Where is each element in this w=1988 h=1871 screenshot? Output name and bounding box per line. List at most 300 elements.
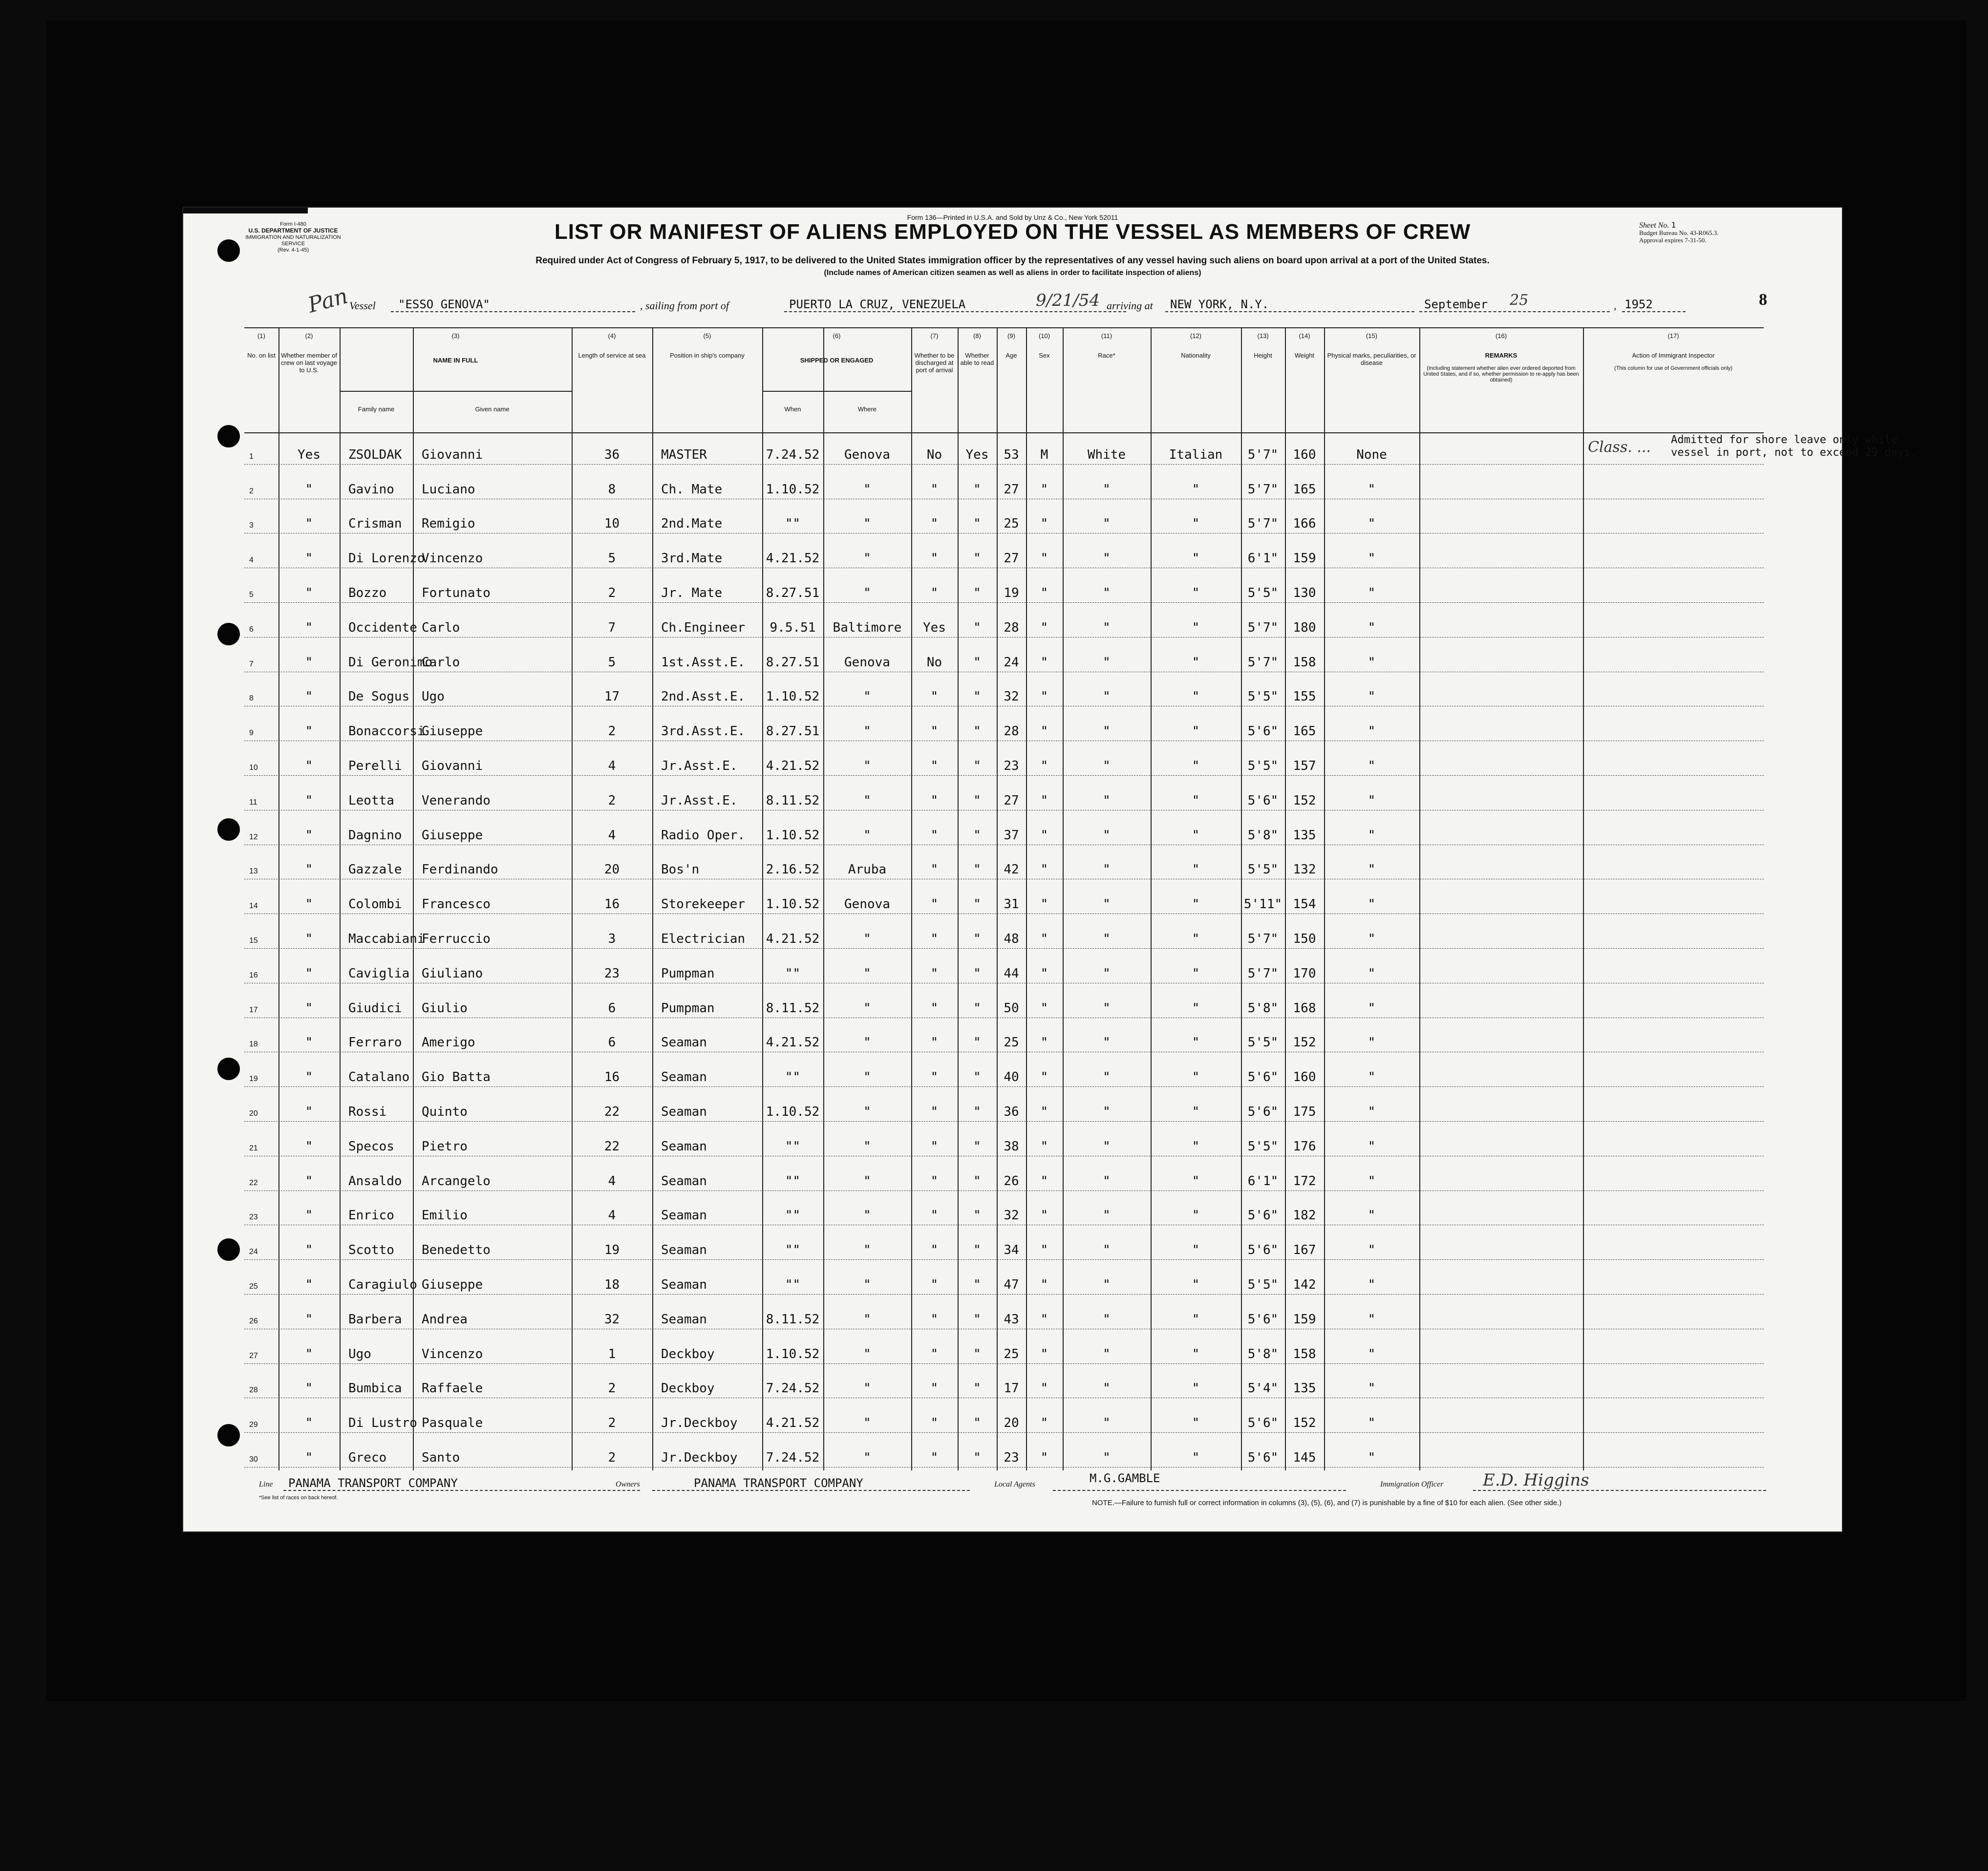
line-underline — [283, 1490, 640, 1491]
shipped-when-cell: 8.27.51 — [766, 655, 820, 670]
table-row — [244, 848, 1764, 882]
service-years-cell: 6 — [608, 1035, 616, 1050]
race-cell: " — [1103, 931, 1111, 946]
sailing-label: , sailing from port of — [640, 299, 729, 312]
family-name-cell: ZSOLDAK — [348, 447, 402, 462]
nationality-cell: " — [1192, 689, 1200, 704]
shipped-when-cell: 8.11.52 — [766, 1000, 820, 1016]
table-row — [244, 778, 1764, 813]
able-to-read-cell: " — [973, 1277, 981, 1292]
able-to-read-cell: " — [973, 724, 981, 739]
last-voyage-cell: " — [305, 1139, 313, 1154]
physical-marks-cell: " — [1368, 1277, 1376, 1292]
age-cell: 17 — [1004, 1381, 1019, 1396]
shipped-where-cell: Genova — [844, 897, 890, 912]
shipped-where-cell: " — [863, 793, 871, 808]
table-row — [244, 1297, 1764, 1332]
position-cell: Seaman — [661, 1277, 707, 1292]
sex-cell: " — [1040, 793, 1048, 808]
position-cell: Pumpman — [661, 966, 715, 981]
height-cell: 5'4" — [1247, 1381, 1279, 1396]
age-cell: 31 — [1004, 897, 1019, 912]
shipped-where-cell: " — [863, 1312, 871, 1327]
given-name-cell: Giuseppe — [422, 1277, 483, 1292]
given-name-cell: Giovanni — [422, 758, 483, 773]
column-number: (3) — [451, 332, 460, 340]
nationality-cell: " — [1192, 793, 1200, 808]
discharged-cell: " — [930, 1070, 939, 1085]
weight-cell: 152 — [1293, 1416, 1316, 1431]
race-cell: " — [1103, 1035, 1111, 1050]
height-cell: 5'5" — [1247, 585, 1279, 600]
sex-cell: " — [1040, 620, 1048, 635]
age-cell: 25 — [1004, 516, 1019, 532]
punch-hole — [217, 818, 240, 841]
sex-cell: " — [1040, 931, 1048, 946]
race-cell: " — [1103, 1450, 1111, 1465]
manifest-sheet — [183, 208, 1917, 1531]
sex-cell: " — [1040, 966, 1048, 981]
shipped-when-cell: 1.10.52 — [766, 689, 820, 704]
budget-bureau: Budget Bureau No. 43-R065.3. — [1639, 229, 1719, 236]
discharged-cell: " — [930, 482, 939, 497]
weight-cell: 166 — [1293, 516, 1316, 532]
shipped-when-cell: 8.27.51 — [766, 724, 820, 739]
position-cell: Ch.Engineer — [661, 620, 746, 635]
weight-cell: 170 — [1293, 966, 1316, 981]
column-number: (11) — [1101, 332, 1112, 340]
age-cell: 44 — [1004, 966, 1019, 981]
shipped-where-cell: " — [863, 966, 871, 981]
table-row — [244, 536, 1764, 571]
table-row — [244, 882, 1764, 916]
height-cell: 5'11" — [1243, 897, 1283, 912]
arrival-year: 1952 — [1625, 298, 1653, 311]
shipped-when-cell: 9.5.51 — [770, 620, 816, 635]
nationality-cell: " — [1192, 966, 1200, 981]
service-years-cell: 2 — [608, 724, 616, 739]
family-name-cell: Scotto — [348, 1243, 394, 1258]
race-cell: " — [1103, 724, 1111, 739]
nationality-cell: " — [1192, 516, 1200, 532]
given-name-cell: Fortunato — [422, 585, 491, 600]
physical-marks-cell: " — [1368, 1346, 1376, 1361]
service-years-cell: 8 — [608, 482, 616, 497]
row-number: 10 — [249, 763, 258, 772]
race-cell: " — [1103, 585, 1111, 600]
shipped-where-cell: " — [863, 1070, 871, 1085]
shipped-when-cell: 4.21.52 — [766, 758, 820, 773]
nationality-cell: " — [1192, 1277, 1200, 1292]
able-to-read-cell: " — [973, 1070, 981, 1085]
given-name-cell: Giuseppe — [422, 724, 483, 739]
shipped-when-cell: 1.10.52 — [766, 482, 820, 497]
row-number: 29 — [249, 1421, 258, 1429]
include-names-note: (Include names of American citizen seamen as well as aliens in order to facilitate inspection of aliens) — [824, 269, 1201, 277]
given-name-cell: Carlo — [422, 655, 460, 670]
officer-signature: E.D. Higgins — [1483, 1470, 1589, 1490]
height-cell: 5'7" — [1247, 447, 1279, 462]
family-name-cell: Maccabiani — [348, 931, 425, 946]
physical-marks-cell: " — [1368, 1070, 1376, 1085]
position-cell: Jr.Asst.E. — [661, 793, 738, 808]
remarks-handwriting: Class. ... — [1588, 439, 1651, 456]
able-to-read-cell: " — [973, 655, 981, 670]
age-cell: 47 — [1004, 1277, 1019, 1292]
service-years-cell: 1 — [608, 1346, 616, 1361]
weight-cell: 152 — [1293, 793, 1316, 808]
last-voyage-cell: " — [305, 620, 313, 635]
row-number: 23 — [249, 1213, 258, 1222]
position-cell: Seaman — [661, 1243, 707, 1258]
position-cell: Seaman — [661, 1173, 707, 1189]
family-name-cell: Di Lorenzo — [348, 551, 425, 566]
shipped-where-cell: " — [863, 1277, 871, 1292]
revision: (Rev. 4-1-45) — [278, 247, 309, 253]
last-voyage-cell: " — [305, 828, 313, 843]
race-cell: " — [1103, 516, 1111, 532]
last-voyage-cell: Yes — [298, 447, 321, 462]
shipped-where-cell: " — [863, 1416, 871, 1431]
age-cell: 36 — [1004, 1104, 1019, 1119]
fine-note: NOTE.—Failure to furnish full or correct information in columns (3), (5), (6), and (7) is punishable by a fine of $10 for each alien. (See other side.) — [1092, 1499, 1562, 1507]
last-voyage-cell: " — [305, 793, 313, 808]
column-number: (9) — [1007, 332, 1015, 340]
physical-marks-cell: " — [1368, 1416, 1376, 1431]
family-name-cell: Rossi — [348, 1104, 387, 1119]
family-name-cell: Colombi — [348, 897, 402, 912]
discharged-cell: " — [930, 931, 939, 946]
nationality-cell: " — [1192, 897, 1200, 912]
family-name-cell: Greco — [348, 1450, 387, 1465]
table-row — [244, 1124, 1764, 1159]
shipped-when-cell: 7.24.52 — [766, 1381, 820, 1396]
shipped-when-cell: 1.10.52 — [766, 1346, 820, 1361]
row-number: 19 — [249, 1075, 258, 1084]
family-name-cell: Dagnino — [348, 828, 402, 843]
column-header: REMARKS — [1485, 352, 1518, 359]
table-row — [244, 1435, 1764, 1470]
table-row — [244, 1262, 1764, 1297]
row-number: 18 — [249, 1040, 258, 1049]
nationality-cell: " — [1192, 620, 1200, 635]
weight-cell: 150 — [1293, 931, 1316, 946]
row-number: 26 — [249, 1317, 258, 1325]
sheet-tear — [183, 208, 308, 213]
service-years-cell: 22 — [604, 1139, 620, 1154]
physical-marks-cell: " — [1368, 862, 1376, 877]
table-row — [244, 916, 1764, 951]
physical-marks-cell: " — [1368, 689, 1376, 704]
table-row — [244, 1021, 1764, 1055]
column-number: (10) — [1038, 332, 1050, 340]
row-number: 30 — [249, 1455, 258, 1464]
age-cell: 32 — [1004, 1208, 1019, 1223]
height-cell: 5'6" — [1247, 1070, 1279, 1085]
weight-cell: 152 — [1293, 1035, 1316, 1050]
physical-marks-cell: " — [1368, 897, 1376, 912]
age-cell: 53 — [1004, 447, 1019, 462]
sex-cell: " — [1040, 1346, 1048, 1361]
weight-cell: 154 — [1293, 897, 1316, 912]
nationality-cell: " — [1192, 585, 1200, 600]
last-voyage-cell: " — [305, 585, 313, 600]
race-cell: " — [1103, 758, 1111, 773]
sex-cell: " — [1040, 1277, 1048, 1292]
column-subheader: Family name — [358, 405, 395, 413]
column-header: Physical marks, peculiarities, or disease — [1327, 352, 1416, 366]
shipped-where-cell: " — [863, 1000, 871, 1016]
punch-hole — [217, 1058, 240, 1080]
weight-cell: 132 — [1293, 862, 1316, 877]
shipped-when-cell: "" — [785, 1173, 801, 1189]
punch-hole — [217, 1238, 240, 1261]
sex-cell: " — [1040, 1000, 1048, 1016]
physical-marks-cell: " — [1368, 551, 1376, 566]
column-number: (1) — [257, 332, 265, 340]
print-line: Form 136—Printed in U.S.A. and Sold by Unz & Co., New York 52011 — [907, 213, 1118, 221]
given-name-cell: Ferruccio — [422, 931, 491, 946]
last-voyage-cell: " — [305, 758, 313, 773]
age-cell: 40 — [1004, 1070, 1019, 1085]
column-number: (12) — [1190, 332, 1202, 340]
age-cell: 32 — [1004, 689, 1019, 704]
height-cell: 5'6" — [1247, 793, 1279, 808]
remarks-typed-note: Admitted for shore leave only while vessel in port, not to exceed 29 days. — [1671, 434, 1917, 459]
discharged-cell: " — [930, 1000, 939, 1016]
shipped-where-cell: " — [863, 1139, 871, 1154]
last-voyage-cell: " — [305, 1243, 313, 1258]
shipped-when-cell: 1.10.52 — [766, 1104, 820, 1119]
race-cell: " — [1103, 966, 1111, 981]
weight-cell: 182 — [1293, 1208, 1316, 1223]
column-header: NAME IN FULL — [433, 357, 478, 364]
sailing-port: PUERTO LA CRUZ, VENEZUELA — [789, 298, 966, 311]
height-cell: 5'5" — [1247, 862, 1279, 877]
physical-marks-cell: " — [1368, 1243, 1376, 1258]
family-name-cell: Gavino — [348, 482, 394, 497]
last-voyage-cell: " — [305, 724, 313, 739]
height-cell: 5'6" — [1247, 1243, 1279, 1258]
weight-cell: 135 — [1293, 828, 1316, 843]
owners-label: Owners — [616, 1480, 640, 1488]
given-name-cell: Raffaele — [422, 1381, 483, 1396]
date-underline — [1419, 311, 1610, 312]
able-to-read-cell: " — [973, 1416, 981, 1431]
last-voyage-cell: " — [305, 655, 313, 670]
last-voyage-cell: " — [305, 689, 313, 704]
weight-cell: 165 — [1293, 482, 1316, 497]
last-voyage-cell: " — [305, 1173, 313, 1189]
given-name-cell: Luciano — [422, 482, 475, 497]
height-cell: 5'6" — [1247, 1208, 1279, 1223]
shipped-where-cell: " — [863, 1104, 871, 1119]
able-to-read-cell: " — [973, 1450, 981, 1465]
table-row — [244, 432, 1764, 467]
discharged-cell: " — [930, 862, 939, 877]
table-row — [244, 986, 1764, 1021]
sex-cell: " — [1040, 1416, 1048, 1431]
position-cell: Jr. Mate — [661, 585, 723, 600]
age-cell: 28 — [1004, 724, 1019, 739]
sheet-info — [1639, 221, 1761, 244]
discharged-cell: " — [930, 1416, 939, 1431]
service-years-cell: 2 — [608, 793, 616, 808]
shipped-when-cell: 8.27.51 — [766, 585, 820, 600]
height-cell: 5'6" — [1247, 1104, 1279, 1119]
nationality-cell: " — [1192, 828, 1200, 843]
comma: , — [1614, 299, 1617, 312]
age-cell: 43 — [1004, 1312, 1019, 1327]
given-name-cell: Venerando — [422, 793, 491, 808]
weight-cell: 167 — [1293, 1243, 1316, 1258]
row-number: 22 — [249, 1178, 258, 1187]
weight-cell: 165 — [1293, 724, 1316, 739]
vessel-line — [183, 291, 1842, 315]
column-header: Race* — [1098, 352, 1115, 359]
race-cell: " — [1103, 793, 1111, 808]
nationality-cell: " — [1192, 1243, 1200, 1258]
position-cell: Seaman — [661, 1035, 707, 1050]
discharged-cell: " — [930, 1243, 939, 1258]
height-cell: 5'7" — [1247, 931, 1279, 946]
discharged-cell: " — [930, 1139, 939, 1154]
physical-marks-cell: " — [1368, 620, 1376, 635]
family-name-cell: Caragiulo — [348, 1277, 417, 1292]
race-cell: " — [1103, 620, 1111, 635]
able-to-read-cell: " — [973, 1208, 981, 1223]
column-number: (13) — [1257, 332, 1269, 340]
column-subheader: (This column for use of Government officials only) — [1614, 365, 1732, 371]
service-years-cell: 16 — [604, 897, 620, 912]
family-name-cell: Bozzo — [348, 585, 387, 600]
agents-value: M.G.GAMBLE — [1090, 1471, 1160, 1485]
able-to-read-cell: " — [973, 620, 981, 635]
given-name-cell: Quinto — [422, 1104, 468, 1119]
family-name-cell: Catalano — [348, 1070, 410, 1085]
sex-cell: " — [1040, 1312, 1048, 1327]
physical-marks-cell: " — [1368, 1139, 1376, 1154]
service-years-cell: 3 — [608, 931, 616, 946]
age-cell: 27 — [1004, 482, 1019, 497]
position-cell: Storekeeper — [661, 897, 746, 912]
height-cell: 5'8" — [1247, 1000, 1279, 1016]
column-subheader: (Including statement whether alien ever ordered deported from United States, and if so, whether permission to re-apply has been obtained) — [1423, 365, 1579, 383]
physical-marks-cell: " — [1368, 1381, 1376, 1396]
age-cell: 27 — [1004, 551, 1019, 566]
discharged-cell: " — [930, 1381, 939, 1396]
height-cell: 5'7" — [1247, 655, 1279, 670]
shipped-when-cell: 8.11.52 — [766, 1312, 820, 1327]
nationality-cell: " — [1192, 1208, 1200, 1223]
height-cell: 6'1" — [1247, 551, 1279, 566]
physical-marks-cell: " — [1368, 1104, 1376, 1119]
race-cell: " — [1103, 828, 1111, 843]
physical-marks-cell: " — [1368, 655, 1376, 670]
weight-cell: 159 — [1293, 551, 1316, 566]
family-name-cell: Ansaldo — [348, 1173, 402, 1189]
given-name-cell: Andrea — [422, 1312, 468, 1327]
family-name-cell: Caviglia — [348, 966, 410, 981]
shipped-where-cell: " — [863, 1243, 871, 1258]
page-number: 8 — [1759, 291, 1767, 309]
row-number: 16 — [249, 971, 258, 979]
last-voyage-cell: " — [305, 1312, 313, 1327]
family-name-cell: Perelli — [348, 758, 402, 773]
service: IMMIGRATION AND NATURALIZATION SERVICE — [245, 234, 341, 247]
height-cell: 5'8" — [1247, 1346, 1279, 1361]
table-row — [244, 744, 1764, 778]
service-years-cell: 5 — [608, 551, 616, 566]
height-cell: 5'5" — [1247, 689, 1279, 704]
shipped-where-cell: " — [863, 828, 871, 843]
weight-cell: 157 — [1293, 758, 1316, 773]
approval-expiry: Approval expires 7-31-50. — [1639, 236, 1707, 244]
given-name-cell: Ugo — [422, 689, 445, 704]
family-name-cell: De Sogus — [348, 689, 410, 704]
nationality-cell: " — [1192, 482, 1200, 497]
shipped-where-cell: Baltimore — [833, 620, 902, 635]
age-cell: 25 — [1004, 1346, 1019, 1361]
arriving-port: NEW YORK, N.Y. — [1170, 298, 1269, 311]
vessel-underline — [391, 311, 635, 312]
service-years-cell: 4 — [608, 1208, 616, 1223]
shipped-where-cell: " — [863, 1208, 871, 1223]
shipped-where-cell: Genova — [844, 655, 890, 670]
given-name-cell: Gio Batta — [422, 1070, 491, 1085]
sex-cell: " — [1040, 1035, 1048, 1050]
shipped-when-cell: "" — [785, 966, 801, 981]
given-name-cell: Arcangelo — [422, 1173, 491, 1189]
nationality-cell: " — [1192, 1312, 1200, 1327]
service-years-cell: 18 — [604, 1277, 620, 1292]
physical-marks-cell: " — [1368, 1312, 1376, 1327]
column-header: Whether member of crew on last voyage to U.S. — [281, 352, 337, 374]
table-row — [244, 1193, 1764, 1228]
physical-marks-cell: " — [1368, 1173, 1376, 1189]
sex-cell: " — [1040, 1104, 1048, 1119]
able-to-read-cell: " — [973, 862, 981, 877]
race-cell: " — [1103, 655, 1111, 670]
nationality-cell: " — [1192, 1381, 1200, 1396]
weight-cell: 160 — [1293, 1070, 1316, 1085]
service-years-cell: 4 — [608, 828, 616, 843]
nationality-cell: " — [1192, 551, 1200, 566]
sex-cell: " — [1040, 828, 1048, 843]
family-name-cell: Specos — [348, 1139, 394, 1154]
nationality-cell: " — [1192, 931, 1200, 946]
row-number: 28 — [249, 1386, 258, 1395]
owners-underline — [652, 1490, 970, 1491]
sex-cell: " — [1040, 1139, 1048, 1154]
able-to-read-cell: " — [973, 758, 981, 773]
table-row — [244, 1159, 1764, 1193]
age-cell: 42 — [1004, 862, 1019, 877]
discharged-cell: " — [930, 1173, 939, 1189]
shipped-when-cell: 8.11.52 — [766, 793, 820, 808]
column-header: Sex — [1039, 352, 1050, 359]
family-name-cell: Enrico — [348, 1208, 394, 1223]
table-row — [244, 502, 1764, 536]
last-voyage-cell: " — [305, 1450, 313, 1465]
races-note: *See list of races on back hereof. — [259, 1495, 338, 1501]
physical-marks-cell: " — [1368, 724, 1376, 739]
shipped-where-cell: " — [863, 516, 871, 532]
age-cell: 19 — [1004, 585, 1019, 600]
sheet-label: Sheet No. — [1639, 221, 1669, 230]
position-cell: 2nd.Asst.E. — [661, 689, 746, 704]
sex-cell: " — [1040, 1173, 1048, 1189]
